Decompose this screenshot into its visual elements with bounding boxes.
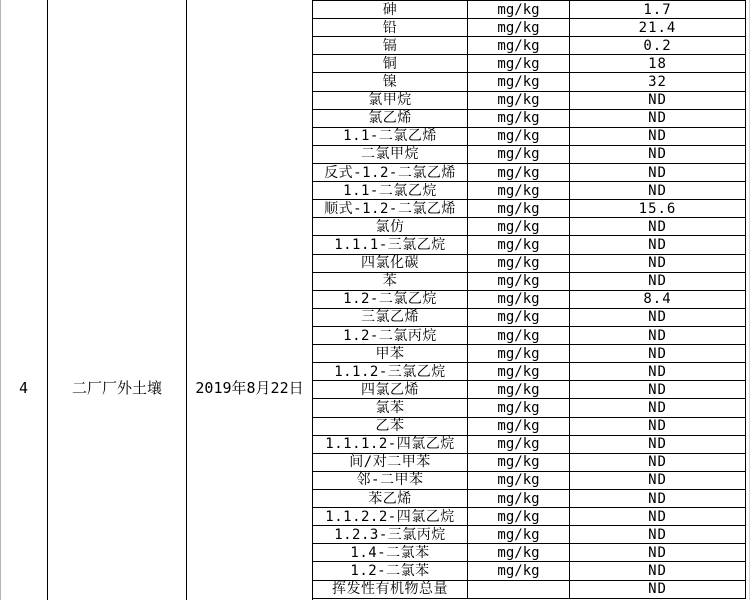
value-cell: ND (648, 399, 667, 416)
unit-cell: mg/kg (468, 128, 570, 145)
sample-name: 二厂厂外土壤 (71, 379, 162, 397)
analyte-cell: 氯苯 (313, 399, 468, 416)
table-row (313, 508, 745, 526)
value-cell: 1.7 (643, 1, 672, 18)
unit-cell: mg/kg (468, 309, 570, 326)
value-cell: ND (648, 562, 667, 579)
analyte-cell: 四氯化碳 (313, 255, 468, 272)
table-row (313, 526, 745, 544)
right-edge-line (749, 0, 750, 600)
value-cell: ND (648, 182, 667, 199)
unit-cell (468, 581, 570, 598)
unit-cell: mg/kg (468, 472, 570, 489)
analyte-cell: 苯乙烯 (313, 490, 468, 507)
table-row (313, 182, 745, 200)
analyte-cell: 砷 (313, 1, 468, 18)
unit-cell: mg/kg (468, 146, 570, 163)
value-cell: ND (648, 110, 667, 127)
table-row (313, 218, 745, 236)
value-cell: ND (648, 273, 667, 290)
analyte-cell: 二氯甲烷 (313, 146, 468, 163)
analyte-cell: 氯仿 (313, 218, 468, 235)
unit-cell: mg/kg (468, 218, 570, 235)
table-row (313, 92, 745, 110)
unit-cell: mg/kg (468, 200, 570, 217)
value-cell: ND (648, 327, 667, 344)
value-cell: ND (648, 255, 667, 272)
value-cell: ND (648, 345, 667, 362)
unit-cell: mg/kg (468, 327, 570, 344)
table-row (313, 544, 745, 562)
unit-cell: mg/kg (468, 345, 570, 362)
analyte-cell: 1.2-二氯乙烷 (313, 291, 468, 308)
table-row (313, 381, 745, 399)
analyte-cell: 甲苯 (313, 345, 468, 362)
sample-name-cell (48, 0, 187, 600)
unit-cell: mg/kg (468, 92, 570, 109)
value-cell: 32 (648, 73, 667, 90)
unit-cell: mg/kg (468, 381, 570, 398)
analyte-cell: 反式-1.2-二氯乙烯 (313, 164, 468, 181)
analyte-cell: 1.1-二氯乙烷 (313, 182, 468, 199)
table-row (313, 255, 745, 273)
unit-cell: mg/kg (468, 418, 570, 435)
unit-cell: mg/kg (468, 73, 570, 90)
table-row (313, 490, 745, 508)
table-row (313, 345, 745, 363)
table-row (313, 128, 745, 146)
unit-cell: mg/kg (468, 490, 570, 507)
analyte-cell: 铜 (313, 55, 468, 72)
table-row (313, 436, 745, 454)
results-grid (313, 0, 746, 599)
value-cell: ND (648, 508, 667, 525)
table-row (313, 581, 745, 599)
table-row (313, 418, 745, 436)
value-cell: ND (648, 236, 667, 253)
unit-cell: mg/kg (468, 526, 570, 543)
table-row (313, 399, 745, 417)
table-row (313, 327, 745, 345)
unit-cell: mg/kg (468, 454, 570, 471)
analyte-cell: 三氯乙烯 (313, 309, 468, 326)
analyte-cell: 1.2.3-三氯丙烷 (313, 526, 468, 543)
unit-cell: mg/kg (468, 363, 570, 380)
sample-index: 4 (18, 379, 29, 397)
value-cell: ND (648, 544, 667, 561)
table-row (313, 273, 745, 291)
unit-cell: mg/kg (468, 508, 570, 525)
unit-cell: mg/kg (468, 562, 570, 579)
value-cell: ND (648, 146, 667, 163)
value-cell: ND (648, 472, 667, 489)
table-row (313, 363, 745, 381)
sample-date-cell (187, 0, 313, 600)
table-row (313, 110, 745, 128)
analyte-cell: 四氯乙烯 (313, 381, 468, 398)
unit-cell: mg/kg (468, 436, 570, 453)
unit-cell: mg/kg (468, 1, 570, 18)
unit-cell: mg/kg (468, 236, 570, 253)
value-cell: 15.6 (638, 200, 677, 217)
value-cell: ND (648, 164, 667, 181)
table-row (313, 309, 745, 327)
unit-cell: mg/kg (468, 55, 570, 72)
unit-cell: mg/kg (468, 273, 570, 290)
analyte-cell: 氯乙烯 (313, 110, 468, 127)
value-cell: ND (648, 363, 667, 380)
table-row (313, 19, 745, 37)
analyte-cell: 1.1.1.2-四氯乙烷 (313, 436, 468, 453)
value-cell: ND (648, 454, 667, 471)
analyte-cell: 1.2-二氯丙烷 (313, 327, 468, 344)
analyte-cell: 苯 (313, 273, 468, 290)
table-row (313, 454, 745, 472)
analyte-cell: 1.1.1-三氯乙烷 (313, 236, 468, 253)
unit-cell: mg/kg (468, 291, 570, 308)
unit-cell: mg/kg (468, 37, 570, 54)
analyte-cell: 乙苯 (313, 418, 468, 435)
analyte-cell: 镉 (313, 37, 468, 54)
table-row (313, 472, 745, 490)
analyte-cell: 1.4-二氯苯 (313, 544, 468, 561)
value-cell: ND (648, 218, 667, 235)
value-cell: ND (648, 526, 667, 543)
value-cell: 8.4 (643, 291, 672, 308)
unit-cell: mg/kg (468, 19, 570, 36)
table-row (313, 291, 745, 309)
table-row (313, 200, 745, 218)
analyte-cell: 1.1-二氯乙烯 (313, 128, 468, 145)
table-row (313, 164, 745, 182)
unit-cell: mg/kg (468, 255, 570, 272)
table-row (313, 55, 745, 73)
value-cell: 0.2 (643, 37, 672, 54)
value-cell: ND (648, 309, 667, 326)
value-cell: 21.4 (638, 19, 677, 36)
value-cell: ND (648, 418, 667, 435)
analyte-cell: 铅 (313, 19, 468, 36)
analyte-cell: 顺式-1.2-二氯乙烯 (313, 200, 468, 217)
analyte-cell: 挥发性有机物总量 (313, 581, 468, 598)
table-row (313, 146, 745, 164)
table-row (313, 1, 745, 19)
value-cell: ND (648, 581, 667, 598)
table-row (313, 562, 745, 580)
analyte-cell: 1.2-二氯苯 (313, 562, 468, 579)
unit-cell: mg/kg (468, 182, 570, 199)
table-row (313, 37, 745, 55)
analyte-cell: 邻-二甲苯 (313, 472, 468, 489)
value-cell: ND (648, 381, 667, 398)
analyte-cell: 1.1.2.2-四氯乙烷 (313, 508, 468, 525)
value-cell: ND (648, 92, 667, 109)
left-edge-line (0, 0, 1, 600)
value-cell: ND (648, 436, 667, 453)
sample-index-cell (0, 0, 48, 600)
table-row (313, 236, 745, 254)
value-cell: 18 (648, 55, 667, 72)
unit-cell: mg/kg (468, 110, 570, 127)
analyte-cell: 镍 (313, 73, 468, 90)
unit-cell: mg/kg (468, 544, 570, 561)
unit-cell: mg/kg (468, 164, 570, 181)
value-cell: ND (648, 490, 667, 507)
sample-date: 2019年8月22日 (195, 379, 304, 397)
analyte-cell: 1.1.2-三氯乙烷 (313, 363, 468, 380)
analyte-cell: 间/对二甲苯 (313, 454, 468, 471)
value-cell: ND (648, 128, 667, 145)
unit-cell: mg/kg (468, 399, 570, 416)
table-row (313, 73, 745, 91)
analyte-cell: 氯甲烷 (313, 92, 468, 109)
